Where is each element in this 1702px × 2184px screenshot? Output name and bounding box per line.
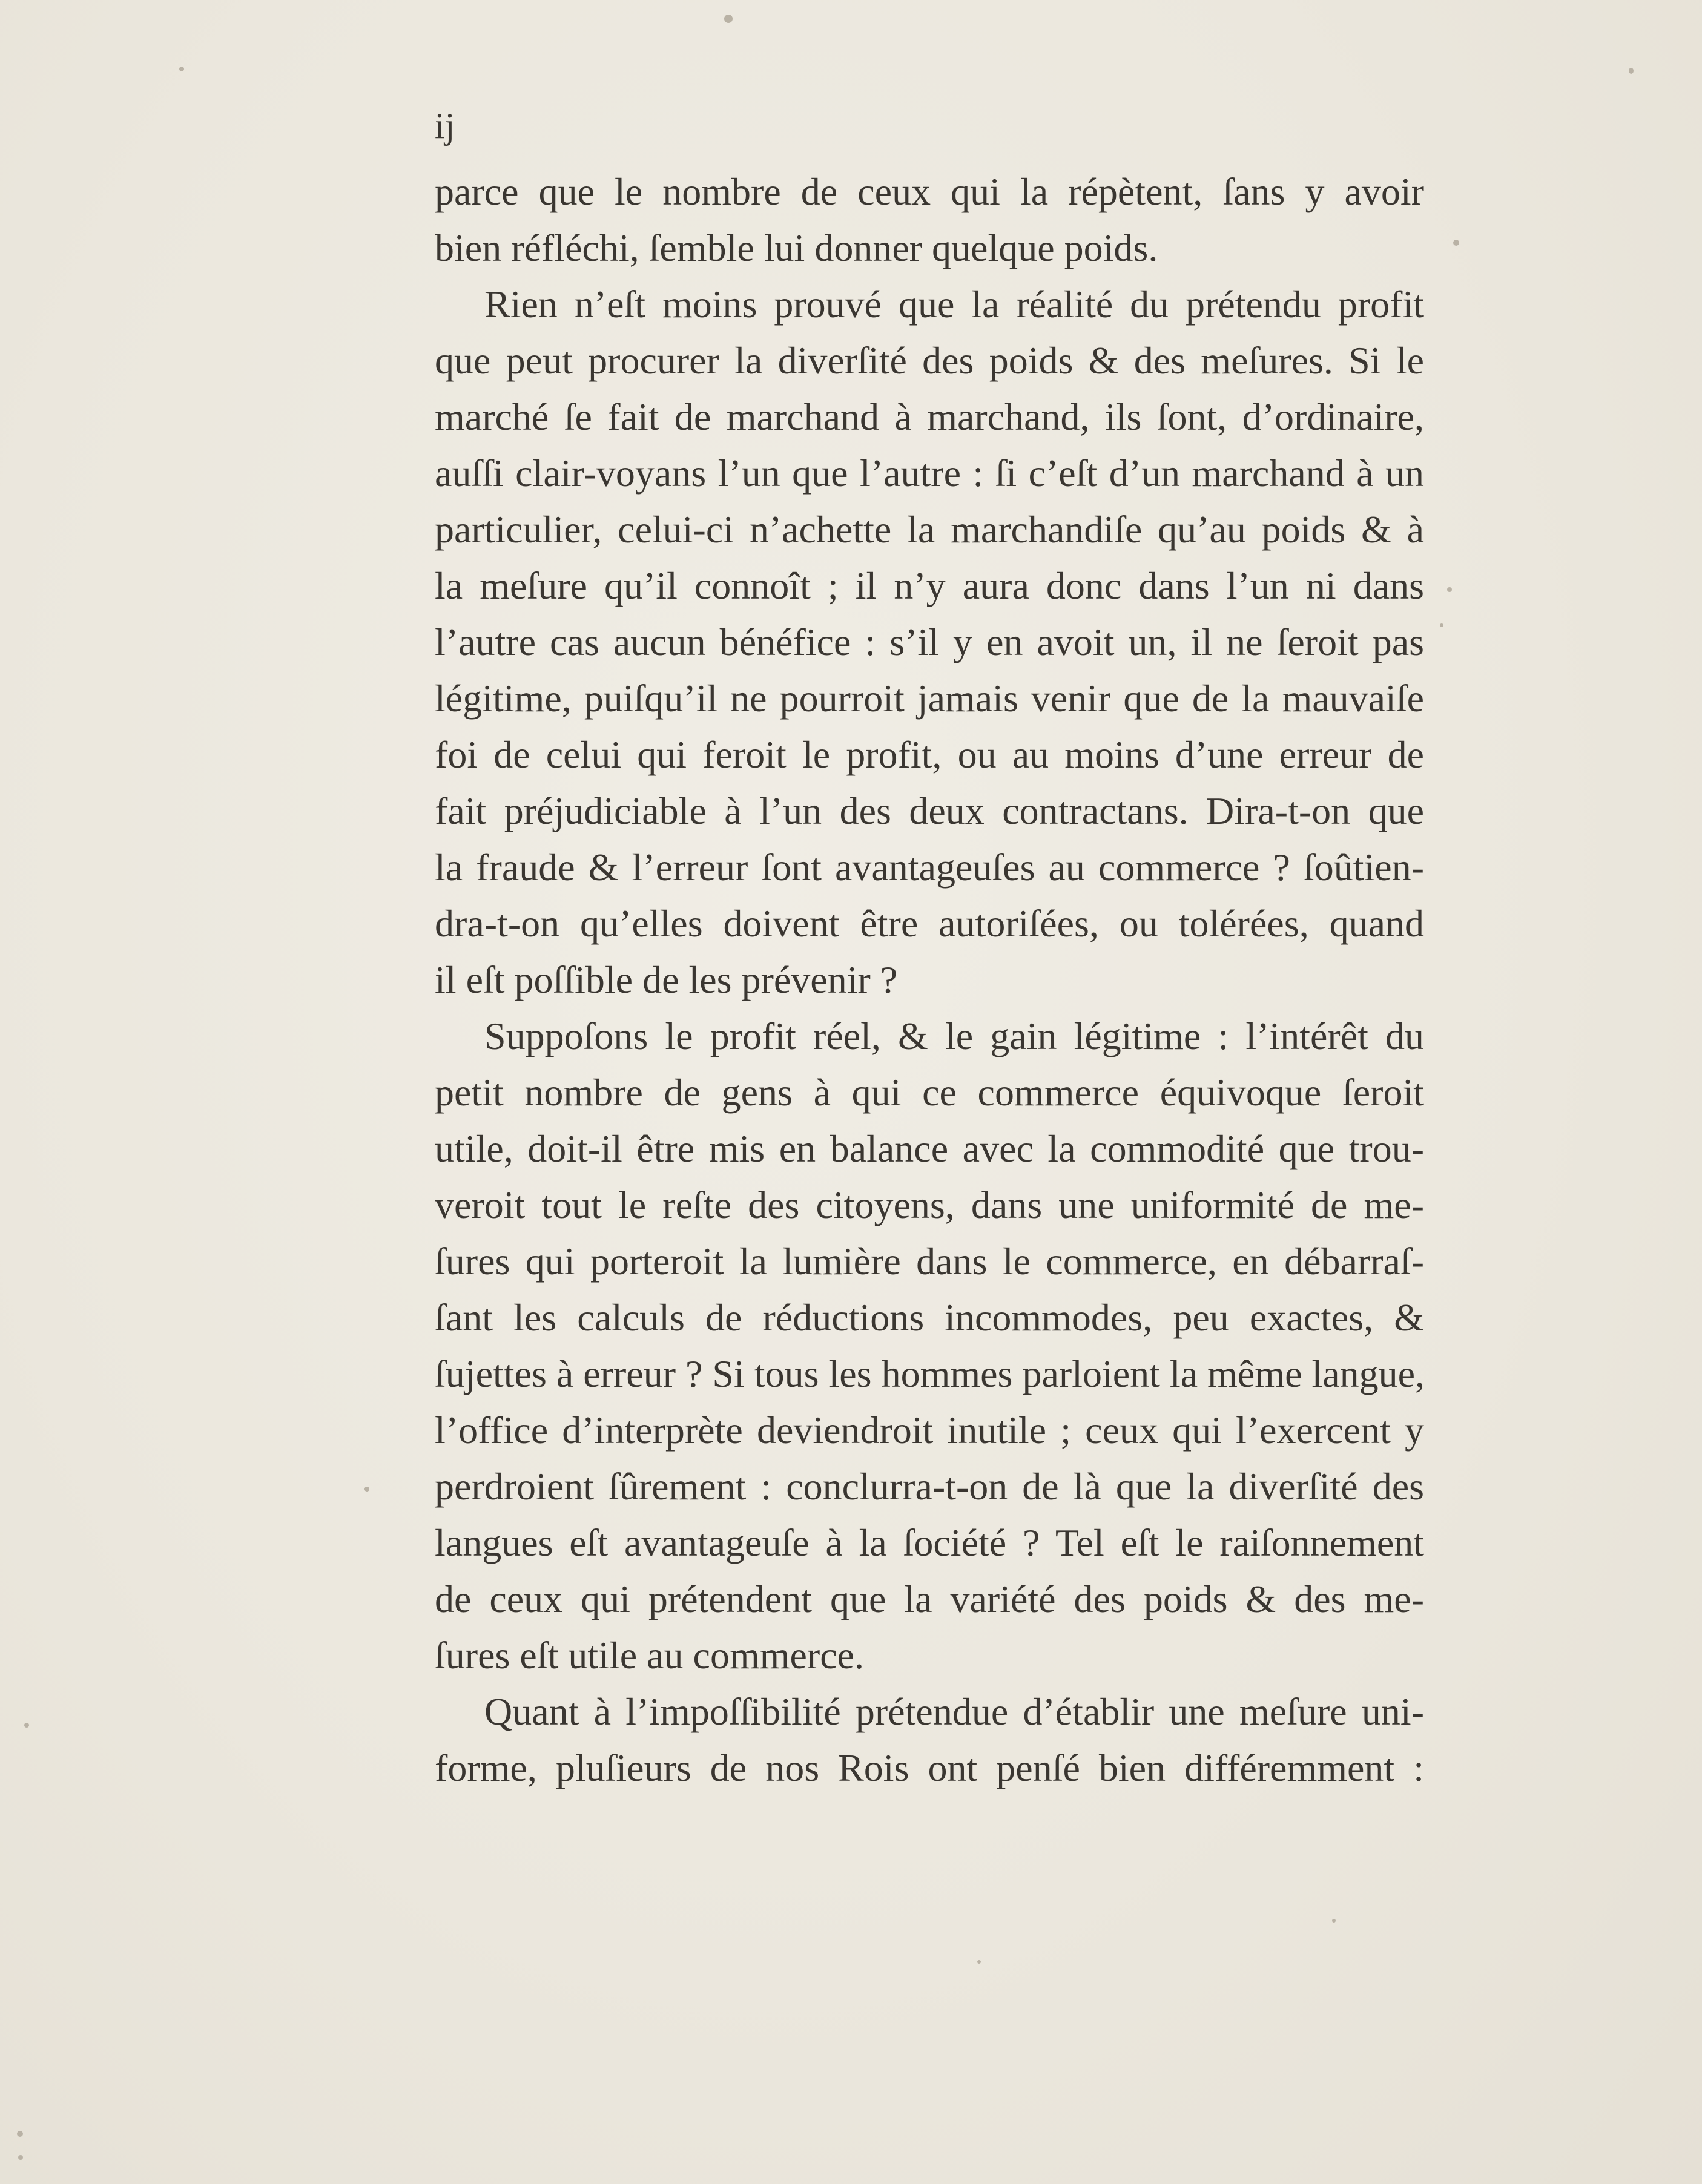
paper-speck <box>17 2131 23 2137</box>
text-line: auſſi clair-voyans l’un que l’autre : ſi c’eſt d’un marchand à un <box>435 452 1424 495</box>
paper-speck <box>18 2155 23 2160</box>
paper-speck <box>364 1487 369 1492</box>
page-number: ij <box>435 106 455 146</box>
text-line: la fraude & l’erreur ſont avantageuſes au commerce ? ſoûtien- <box>435 846 1424 889</box>
text-line: forme, pluſieurs de nos Rois ont penſé bien différemment : <box>435 1746 1424 1789</box>
paper-speck <box>1629 68 1634 74</box>
text-line: la meſure qu’il connoît ; il n’y aura donc dans l’un ni dans <box>435 564 1424 607</box>
text-line: que peut procurer la diverſité des poids & des meſures. Si le <box>435 339 1424 382</box>
text-line: l’office d’interprète deviendroit inutile ; ceux qui l’exercent y <box>435 1409 1424 1452</box>
text-line: bien réfléchi, ſemble lui donner quelque poids. <box>435 226 1158 269</box>
text-line: veroit tout le reſte des citoyens, dans une uniformité de me- <box>435 1183 1424 1226</box>
text-line: Quant à l’impoſſibilité prétendue d’établir une meſure uni- <box>484 1690 1424 1733</box>
paper-speck <box>179 67 184 71</box>
paper-speck <box>24 1723 29 1728</box>
text-line: marché ſe fait de marchand à marchand, ils ſont, d’ordinaire, <box>435 395 1424 438</box>
text-line: ſant les calculs de réductions incommodes, peu exactes, & <box>435 1296 1424 1339</box>
text-line: langues eſt avantageuſe à la ſociété ? Tel eſt le raiſonnement <box>435 1521 1424 1564</box>
paper-speck <box>1332 1919 1336 1923</box>
body-text <box>435 163 1424 1796</box>
paper-speck <box>1453 240 1459 246</box>
text-line: Suppoſons le profit réel, & le gain légitime : l’intérêt du <box>484 1015 1424 1057</box>
text-line: l’autre cas aucun bénéfice : s’il y en avoit un, il ne ſeroit pas <box>435 620 1424 663</box>
paper-speck <box>724 15 733 23</box>
text-line: il eſt poſſible de les prévenir ? <box>435 958 898 1001</box>
text-line: légitime, puiſqu’il ne pourroit jamais venir que de la mauvaiſe <box>435 677 1424 720</box>
paper-speck <box>1447 587 1452 592</box>
text-line: perdroient ſûrement : conclurra-t-on de là que la diverſité des <box>435 1465 1424 1508</box>
paper-speck <box>1440 623 1443 627</box>
text-line: Rien n’eſt moins prouvé que la réalité du prétendu profit <box>484 283 1424 326</box>
text-line: ſures eſt utile au commerce. <box>435 1634 865 1677</box>
text-line: utile, doit-il être mis en balance avec la commodité que trou- <box>435 1127 1424 1170</box>
text-line: ſujettes à erreur ? Si tous les hommes parloient la même langue, <box>435 1352 1425 1395</box>
text-line: fait préjudiciable à l’un des deux contractans. Dira-t-on que <box>435 789 1424 832</box>
text-line: ſures qui porteroit la lumière dans le commerce, en débarraſ- <box>435 1240 1424 1283</box>
text-line: particulier, celui-ci n’achette la marchandiſe qu’au poids & à <box>435 508 1424 551</box>
text-line: de ceux qui prétendent que la variété des poids & des me- <box>435 1577 1424 1620</box>
text-line: petit nombre de gens à qui ce commerce équivoque ſeroit <box>435 1071 1424 1114</box>
text-line: dra-t-on qu’elles doivent être autoriſées, ou tolérées, quand <box>435 902 1424 945</box>
paper-speck <box>977 1960 981 1964</box>
text-line: parce que le nombre de ceux qui la répètent, ſans y avoir <box>435 170 1424 213</box>
text-line: foi de celui qui feroit le profit, ou au moins d’une erreur de <box>435 733 1424 776</box>
